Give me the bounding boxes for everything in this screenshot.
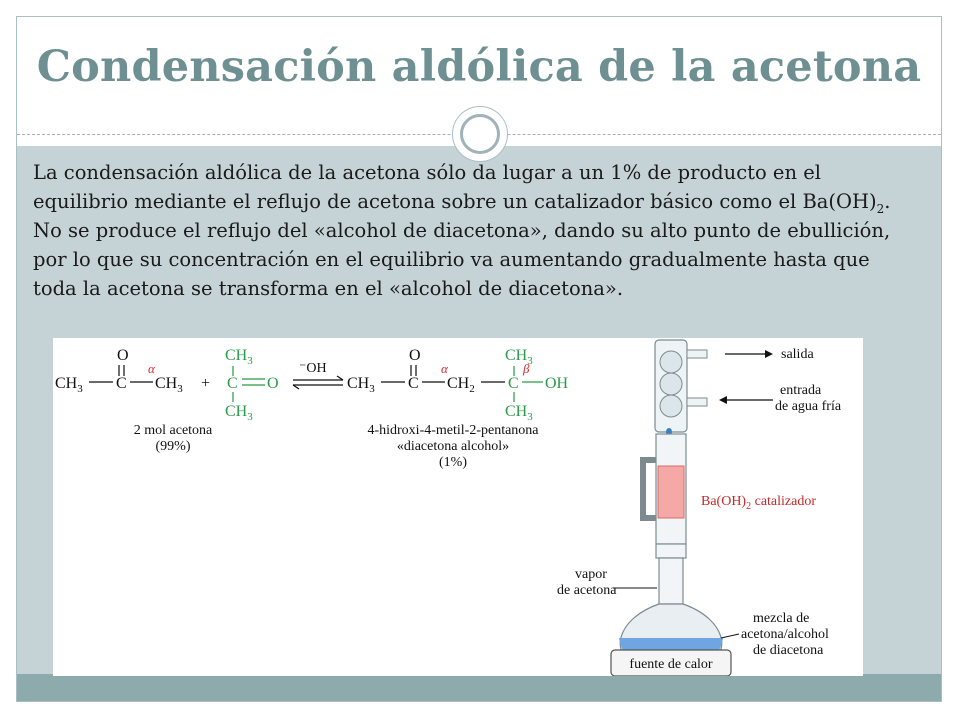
round-bottom-flask <box>619 558 723 662</box>
salida-arrowhead <box>765 350 773 358</box>
product-green-carbon: C <box>508 375 519 392</box>
reflux-condenser <box>655 340 707 432</box>
catalyst-column <box>643 434 686 558</box>
plus-sign: + <box>201 375 211 392</box>
paragraph-part-1: La condensación aldólica de la acetona sólo da lugar a un 1% de producto en el equilibrio mediante el reflujo de acetona sobre un catalizador básico como el Ba(OH) <box>33 161 877 213</box>
slide-title: Condensación aldólica de la acetona <box>36 42 922 92</box>
entrada-arrowhead <box>719 396 727 404</box>
reverse-arrowhead <box>293 385 299 389</box>
product-green-ch3-bottom: $CH_3$ <box>505 403 533 423</box>
reaction-diagram <box>53 338 863 676</box>
product-carbonyl-o: O <box>409 347 421 364</box>
reactant-ch3-right: $CH_3$ <box>155 375 183 395</box>
green-ch3-top: $CH_3$ <box>225 347 253 367</box>
vapor-label-1: vapor <box>575 567 607 582</box>
green-oxygen: O <box>267 375 279 392</box>
green-ch3-bottom: $CH_3$ <box>225 403 253 423</box>
forward-arrowhead <box>337 376 343 380</box>
product-label-iupac: 4-hidroxi-4-metil-2-pentanona <box>367 423 539 438</box>
reaction-figure <box>53 338 863 676</box>
product-beta-label: β <box>523 361 530 376</box>
catalyst-oh-label: ⁻OH <box>299 361 327 376</box>
product-oh: OH <box>545 375 569 392</box>
mezcla-pointer <box>721 634 739 638</box>
reactant-alpha-label: α <box>148 361 155 376</box>
reactant-label: 2 mol acetona <box>133 423 213 438</box>
paragraph-part-2: . No se produce el reflujo del «alcohol de diacetona», dando su alto punto de ebullición, por lo que su concentración en el equilibrio va aumentando gradualmente hasta que toda la acetona se transforma en el «alcohol de diacetona». <box>33 190 891 300</box>
reactant-carbonyl-o: O <box>117 347 129 364</box>
entrada-label-1: entrada <box>780 383 822 398</box>
circle-ornament-inner <box>460 114 500 154</box>
product-ch3-left: $CH_3$ <box>347 375 375 395</box>
reactant-percent: (99%) <box>155 439 191 454</box>
paragraph-subscript: 2 <box>876 201 885 216</box>
reactant-carbon: C <box>116 375 127 392</box>
entrada-label-2: de agua fría <box>775 399 842 414</box>
mezcla-label-3: de diacetona <box>753 643 824 658</box>
heat-source-label: fuente de calor <box>629 657 713 672</box>
mezcla-label-1: mezcla de <box>753 611 810 626</box>
reactant-ch3-left: $CH_3$ <box>55 375 83 395</box>
green-carbon: C <box>227 375 238 392</box>
product-alpha-label: α <box>441 361 448 376</box>
vapor-label-2: de acetona <box>557 583 617 598</box>
salida-label: salida <box>781 347 814 362</box>
mezcla-label-2: acetona/alcohol <box>741 627 829 642</box>
catalyst-label: $Ba(OH)_2$ catalizador <box>701 494 817 512</box>
product-label-common: «diacetona alcohol» <box>396 439 510 454</box>
body-paragraph <box>33 158 913 303</box>
title-area <box>17 42 941 92</box>
product-carbon-1: C <box>408 375 419 392</box>
product-ch2: $CH_2$ <box>447 375 475 395</box>
product-percent: (1%) <box>439 455 467 470</box>
circle-ornament-icon <box>452 106 508 162</box>
product-green-ch3-top: $CH_3$ <box>505 347 533 367</box>
